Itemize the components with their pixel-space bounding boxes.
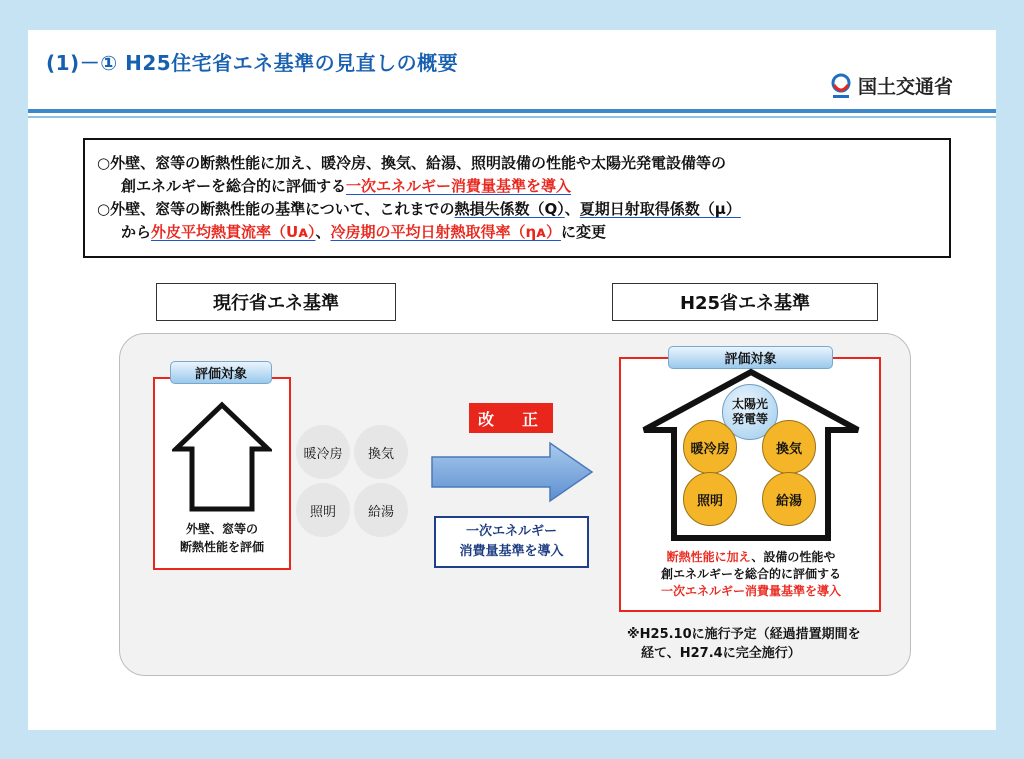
summary-line-2-prefix: 創エネルギーを総合的に評価する bbox=[121, 177, 347, 195]
current-evaluation-tag: 評価対象 bbox=[170, 361, 272, 384]
page-title: (1)－① H25住宅省エネ基準の見直しの概要 bbox=[46, 51, 459, 75]
summary-line-4 bbox=[97, 221, 935, 244]
new-heating-cooling-item: 暖冷房 bbox=[683, 420, 737, 474]
summary-ua-value: 外皮平均熱貫流率（Uᴀ） bbox=[151, 223, 316, 241]
summary-line-1: ○外壁、窓等の断熱性能に加え、暖冷房、換気、給湯、照明設備の性能や太陽光発電設備等の bbox=[97, 154, 726, 172]
summary-heat-loss-coefficient: 熱損失係数（Q） bbox=[454, 200, 565, 218]
new-caption-line-1 bbox=[631, 549, 871, 566]
new-lighting-item: 照明 bbox=[683, 472, 737, 526]
footnote bbox=[627, 625, 907, 663]
energy-standard-introduction-box bbox=[434, 516, 589, 568]
summary-line-4-e: に変更 bbox=[560, 223, 606, 241]
summary-energy-standard-highlight: 一次エネルギー消費量基準を導入 bbox=[346, 177, 572, 195]
footnote-line-1: ※H25.10に施行予定（経過措置期間を bbox=[627, 627, 861, 642]
current-ventilation-item: 換気 bbox=[354, 425, 408, 479]
current-lighting-item: 照明 bbox=[296, 483, 350, 537]
current-caption-line-2: 断熱性能を評価 bbox=[179, 540, 264, 554]
current-caption bbox=[158, 520, 286, 556]
house-outline-icon bbox=[172, 401, 272, 513]
new-caption-mid-1: 、設備の性能や bbox=[751, 550, 836, 564]
new-evaluation-tag: 評価対象 bbox=[668, 346, 833, 369]
current-standard-heading: 現行省エネ基準 bbox=[156, 283, 396, 321]
solar-line-1: 太陽光 bbox=[731, 397, 768, 411]
logo-text: 国土交通省 bbox=[858, 76, 954, 98]
summary-line-2 bbox=[97, 175, 935, 198]
new-ventilation-item: 換気 bbox=[762, 420, 816, 474]
summary-line-3-c: 、 bbox=[564, 200, 580, 218]
current-hot-water-item: 給湯 bbox=[354, 483, 408, 537]
summary-eta-value: 冷房期の平均日射熱取得率（ηᴀ） bbox=[330, 223, 561, 241]
title-underline-light bbox=[28, 116, 996, 118]
title-underline bbox=[28, 109, 996, 113]
new-caption bbox=[631, 549, 871, 600]
summary-line-3-a: ○外壁、窓等の断熱性能の基準について、これまでの bbox=[97, 200, 455, 218]
footnote-line-2: 経て、H27.4に完全施行） bbox=[641, 646, 801, 661]
new-caption-red-1: 断熱性能に加え bbox=[666, 550, 752, 564]
intro-line-2: 消費量基準を導入 bbox=[459, 544, 564, 559]
summary-solar-gain-coefficient: 夏期日射取得係数（μ） bbox=[579, 200, 741, 218]
intro-line-1: 一次エネルギー bbox=[465, 524, 557, 539]
new-caption-line-3: 一次エネルギー消費量基準を導入 bbox=[660, 584, 841, 598]
new-caption-line-2: 創エネルギーを総合的に評価する bbox=[660, 567, 841, 581]
new-hot-water-item: 給湯 bbox=[762, 472, 816, 526]
summary-box bbox=[83, 138, 951, 258]
new-standard-heading: H25省エネ基準 bbox=[612, 283, 878, 321]
solar-line-2: 発電等 bbox=[731, 412, 768, 426]
revision-label: 改 正 bbox=[469, 403, 553, 433]
current-caption-line-1: 外壁、窓等の bbox=[185, 522, 258, 536]
right-arrow-icon bbox=[430, 441, 596, 503]
current-heating-cooling-item: 暖冷房 bbox=[296, 425, 350, 479]
summary-line-4-a: から bbox=[121, 223, 152, 241]
mlit-logo-icon bbox=[830, 73, 852, 99]
mlit-logo bbox=[830, 72, 953, 99]
summary-line-3 bbox=[97, 198, 935, 221]
summary-line-4-c: 、 bbox=[315, 223, 331, 241]
